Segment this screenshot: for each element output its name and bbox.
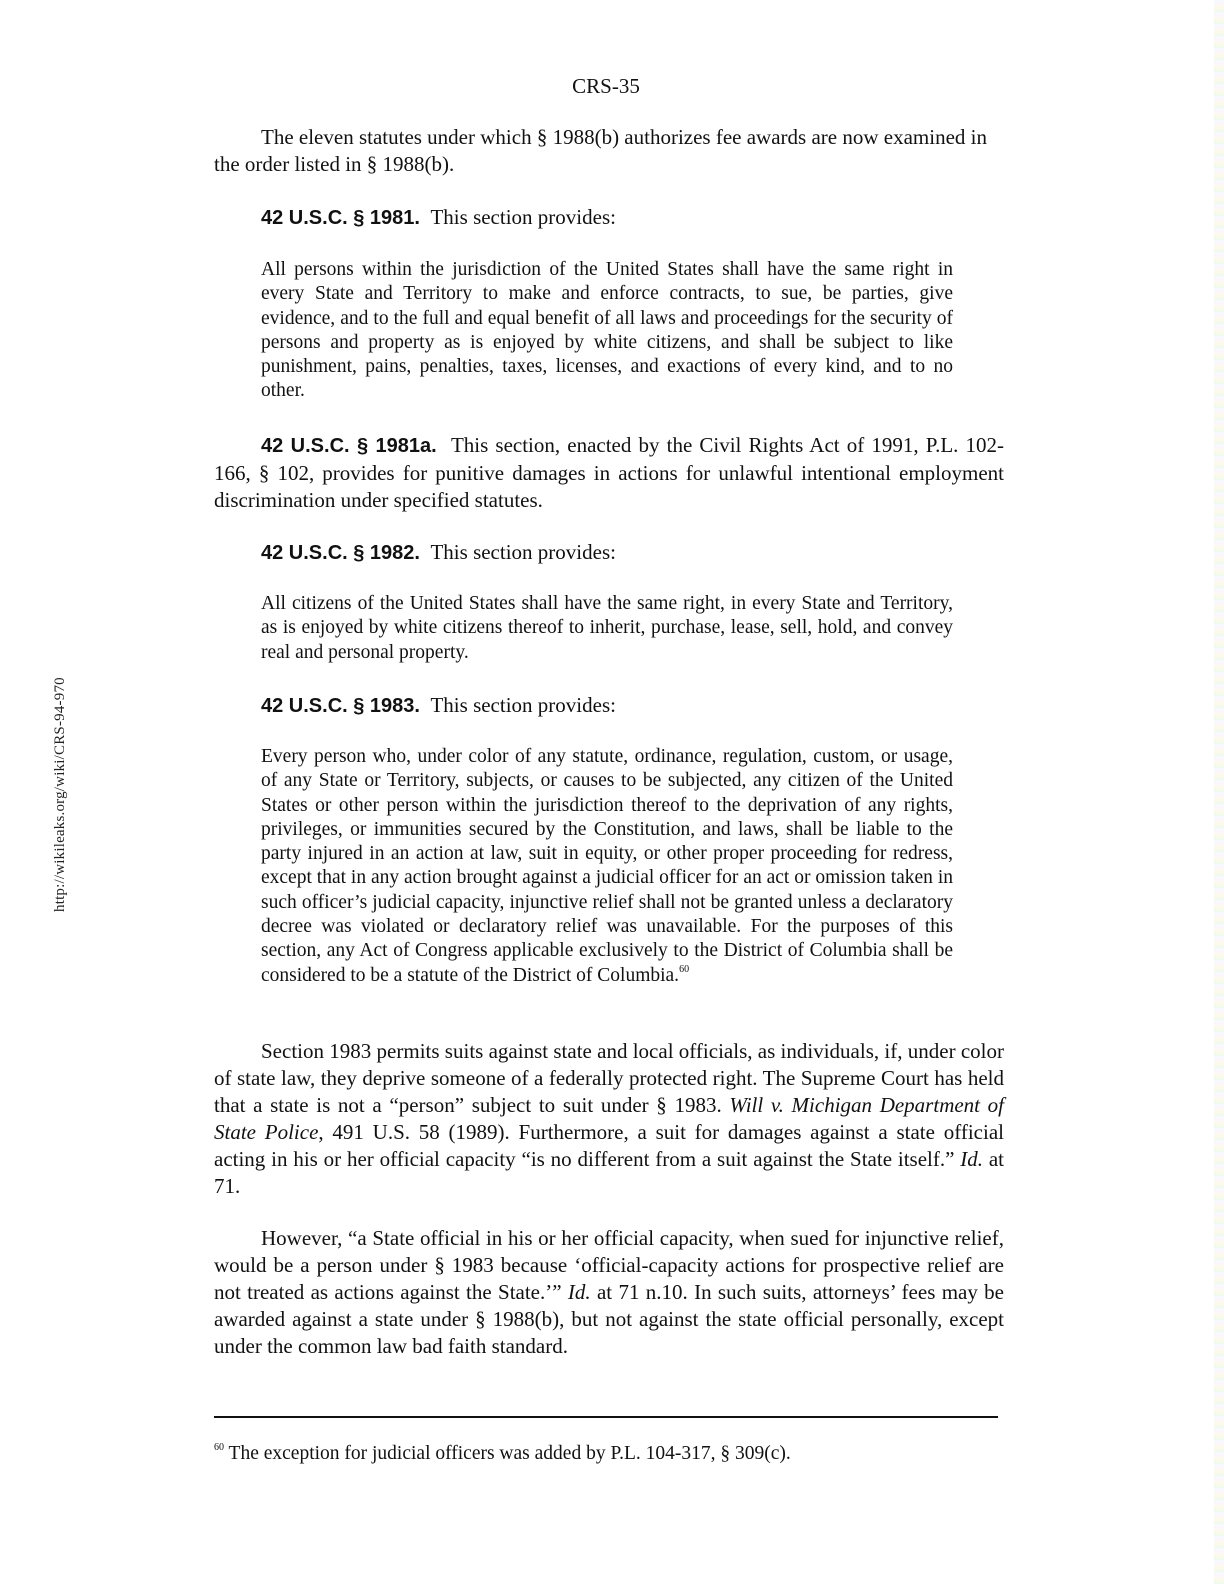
scan-page-edge [1214,0,1224,1584]
statute-lead: This section provides: [430,205,616,229]
footnote-reference[interactable]: 60 [679,963,690,975]
footnote-divider [214,1416,998,1418]
id-citation: Id. [960,1147,984,1171]
case-citation: Will v. Michigan Department of State Police [214,1093,1005,1144]
section-1981a-paragraph [214,432,1004,514]
discussion-text: at 71 n.10. In such suits, attorneys’ fees may be awarded against a state under § 1988(b), but not against the state official personally, except under the common law bad faith standard. [214,1280,1004,1358]
section-1983-discussion [214,1038,1004,1200]
discussion-text: However, “a State official in his or her official capacity, when sued for injunctive relief, would be a person under § 1983 because ‘official-capacity actions for prospective relief are not treated as actions against the State.’” [214,1226,1004,1304]
statute-citation: 42 U.S.C. § 1983. [261,695,420,717]
quote-text: Every person who, under color of any statute, ordinance, regulation, custom, or usage, of any State or Territory, subjects, or causes to be subjected, any citizen of the United States or other person within the jurisdiction thereof to the deprivation of any rights, privileges, or immunities secured by the Constitution, and laws, shall be liable to the party injured in an action at law, suit in equity, or other proper proceeding for redress, except that in any action brought against a judicial officer for an act or omission taken in such officer’s judicial capacity, injunctive relief shall not be granted unless a declaratory decree was violated or declaratory relief was unavailable. For the purposes of this section, any Act of Congress applicable exclusively to the District of Columbia shall be considered to be a statute of the District of Columbia. [261,746,953,986]
section-1983-heading [214,692,1004,720]
discussion-text: Section 1983 permits suits against state and local officials, as individuals, if, under color of state law, they deprive someone of a federally protected right. The Supreme Court has held that a state is not a “person” subject to suit under § 1983. [214,1039,1004,1117]
statute-citation: 42 U.S.C. § 1981a. [261,435,437,457]
id-citation: Id. [567,1280,591,1304]
footnote-number: 60 [214,1442,224,1453]
page-number-header: CRS-35 [572,74,640,98]
intro-paragraph: The eleven statutes under which § 1988(b) authorizes fee awards are now examined in the order listed in § 1988(b). [214,125,987,176]
section-1982-heading [214,539,1004,567]
footnote-text: The exception for judicial officers was added by P.L. 104-317, § 309(c). [228,1443,791,1464]
statute-citation: 42 U.S.C. § 1982. [261,542,420,564]
section-1981-quote: All persons within the jurisdiction of the United States shall have the same right in every State and Territory to make and enforce contracts, to sue, be parties, give evidence, and to the full and equal benefit of all laws and proceedings for the security of persons and property as is enjoyed by white citizens, and shall be subject to like punishment, pains, penalties, taxes, licenses, and exactions of every kind, and to no other. [261,259,953,402]
official-capacity-paragraph [214,1225,1004,1360]
statute-lead: This section provides: [430,540,616,564]
statute-description: This section, enacted by the Civil Rights Act of 1991, P.L. 102-166, § 102, provides for punitive damages in actions for unlawful intentional employment discrimination under specified statutes. [214,433,1005,512]
discussion-text: at 71. [214,1147,1005,1198]
discussion-text: , 491 U.S. 58 (1989). Furthermore, a suit for damages against a state official acting in his or her official capacity “is no different from a suit against the State itself.” [214,1120,1004,1171]
statute-lead: This section provides: [430,693,616,717]
section-1982-quote: All citizens of the United States shall have the same right, in every State and Territory, as is enjoyed by white citizens thereof to inherit, purchase, lease, sell, hold, and convey real and personal property. [261,593,953,663]
section-1981-heading [214,204,1004,232]
section-1983-quote [261,745,953,988]
footnote-60 [214,1442,791,1466]
source-url-watermark: http://wikileaks.org/wiki/CRS-94-970 [52,677,68,912]
statute-citation: 42 U.S.C. § 1981. [261,207,420,229]
